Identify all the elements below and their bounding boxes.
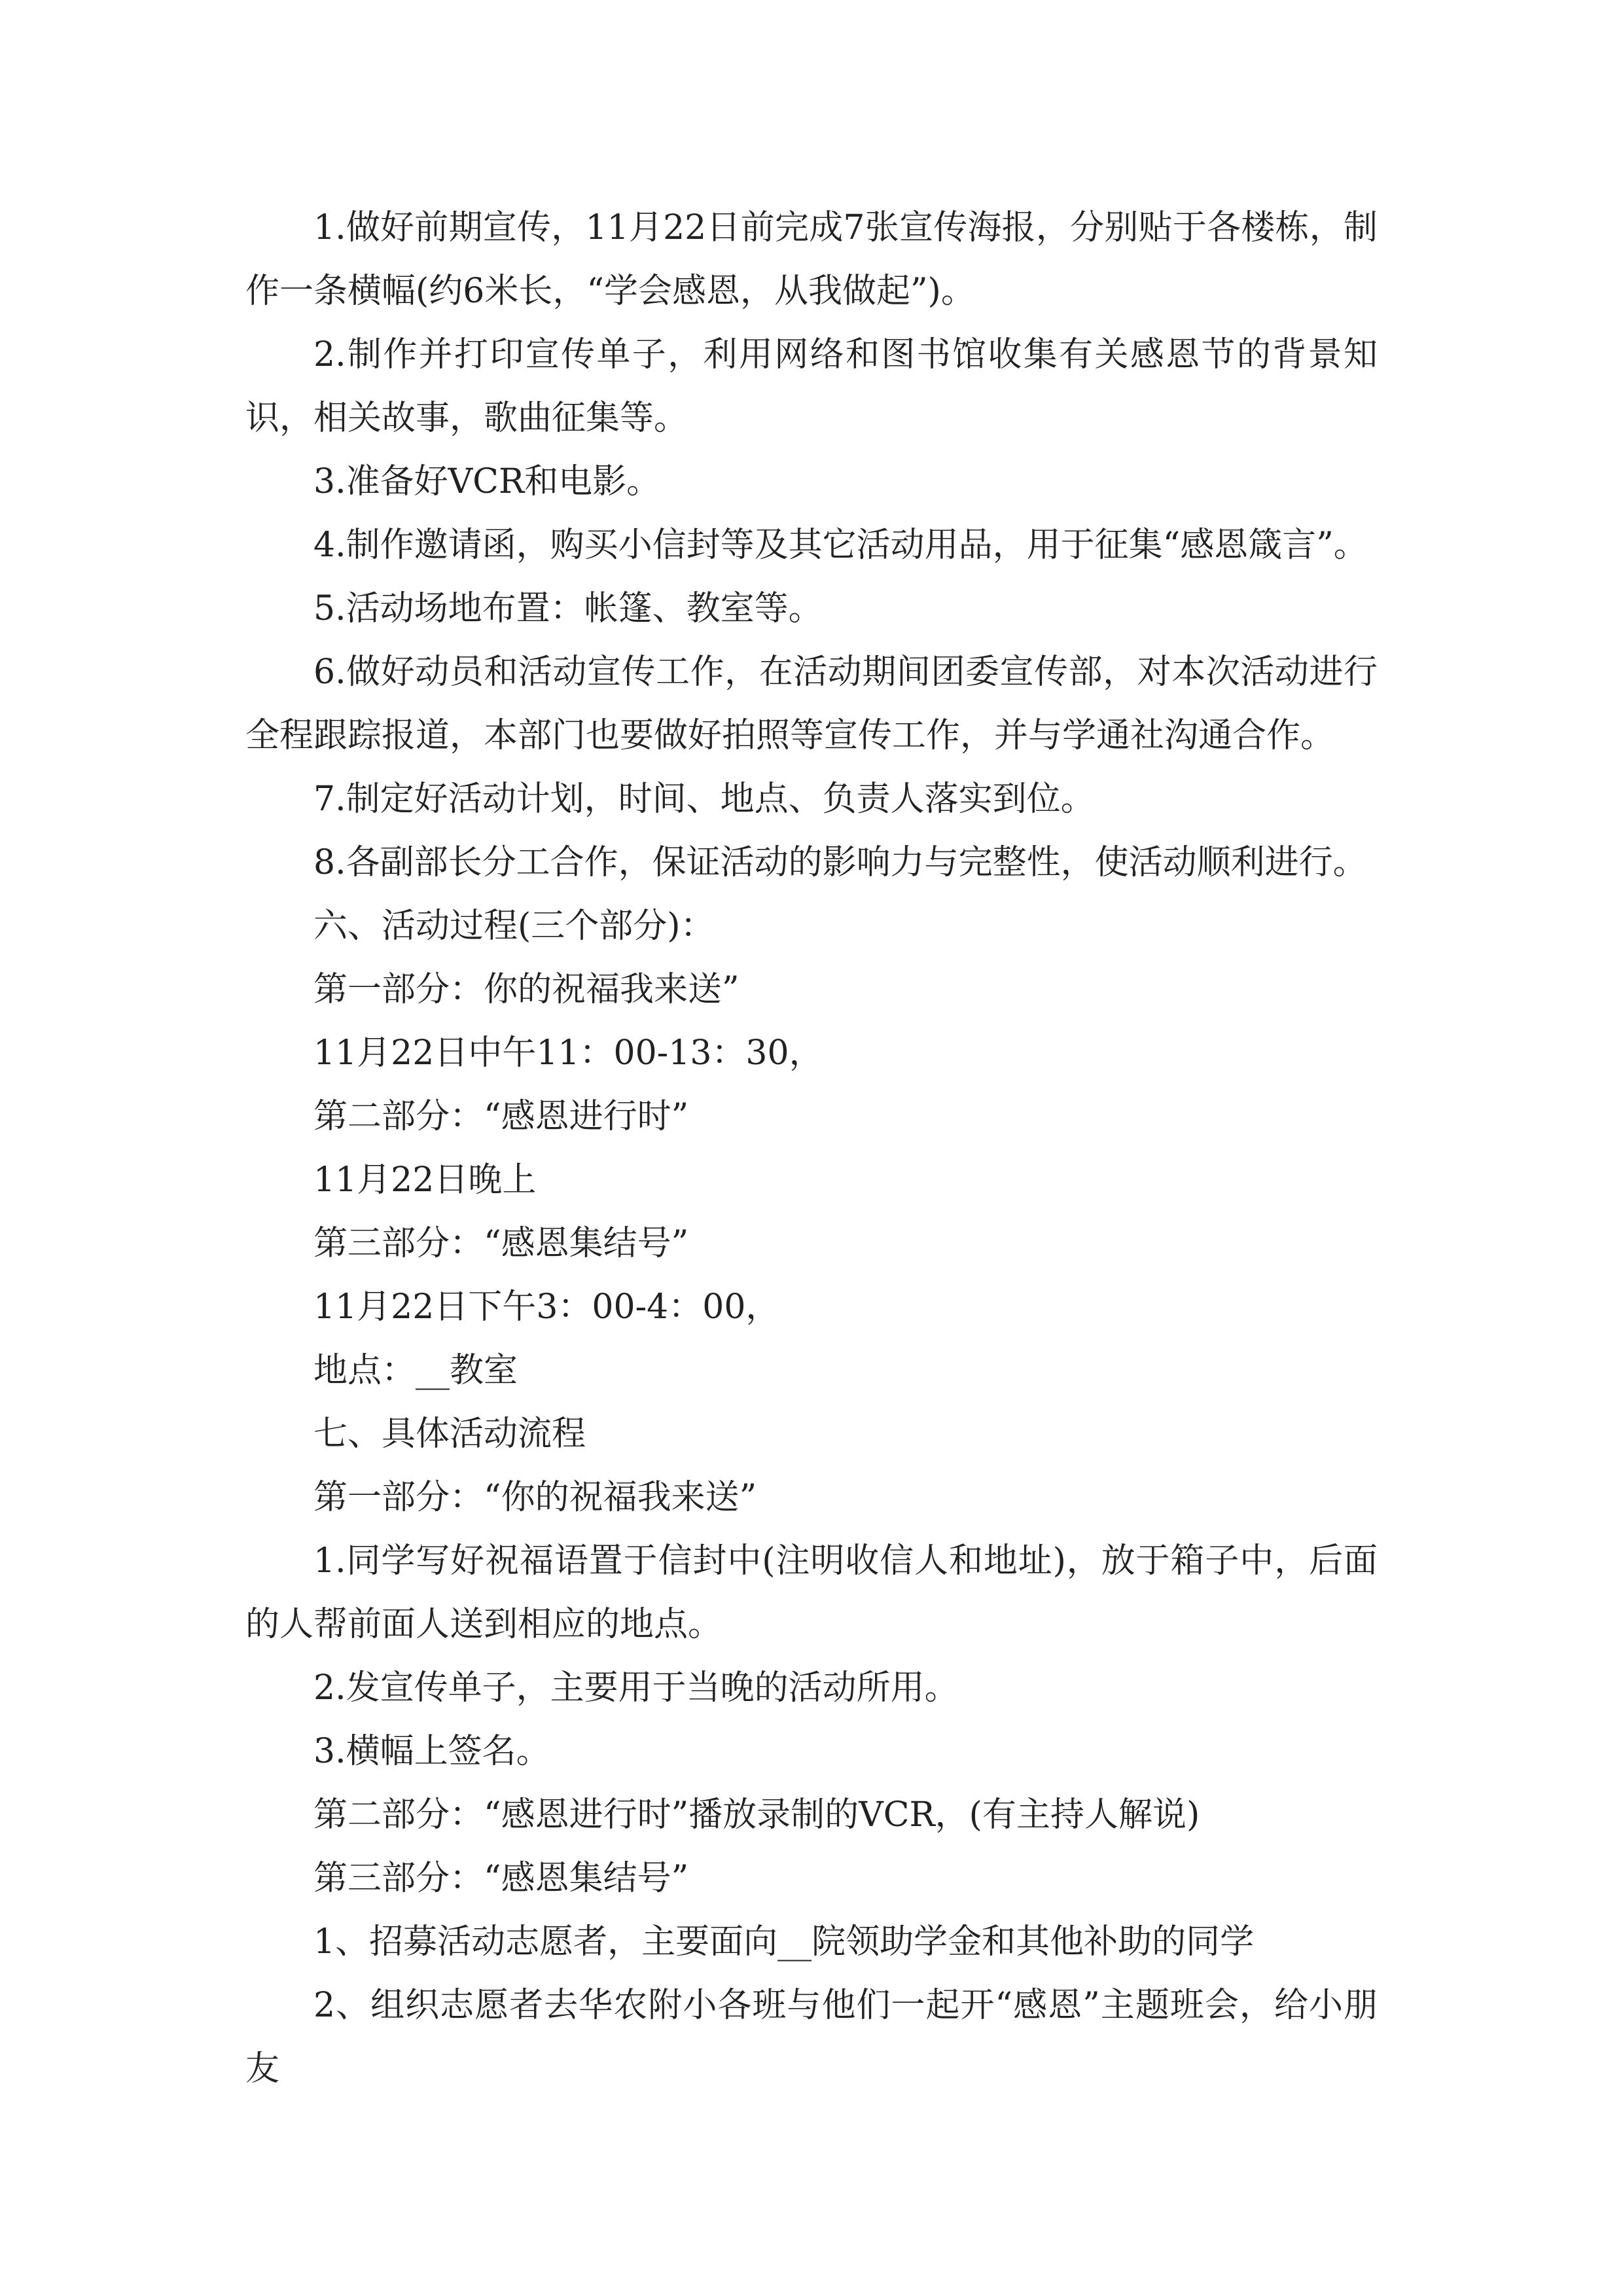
paragraph-prep-1: 1.做好前期宣传，11月22日前完成7张宣传海报，分别贴于各楼栋，制作一条横幅(约6米长，“学会感恩，从我做起”)。 — [245, 208, 1378, 311]
paragraph-prep-7: 7.制定好活动计划，时间、地点、负责人落实到位。 — [313, 780, 1095, 819]
document-body — [245, 196, 1378, 2101]
flow-part-three-title: 第三部分：“感恩集结号” — [313, 1859, 689, 1898]
flow-part-one-item-2: 2.发宣传单子，主要用于当晚的活动所用。 — [313, 1668, 959, 1708]
paragraph-prep-8: 8.各副部长分工合作，保证活动的影响力与完整性，使活动顺利进行。 — [313, 843, 1367, 882]
paragraph-prep-3: 3.准备好VCR和电影。 — [313, 462, 661, 501]
part-one-title: 第一部分：你的祝福我来送” — [313, 970, 740, 1009]
section-heading-flow: 七、具体活动流程 — [313, 1414, 586, 1454]
part-two-title: 第二部分：“感恩进行时” — [313, 1097, 689, 1136]
flow-part-one-item-1: 1.同学写好祝福语置于信封中(注明收信人和地址)，放于箱子中，后面的人帮前面人送到相应的地点。 — [245, 1541, 1378, 1644]
flow-part-three-item-2: 2、组织志愿者去华农附小各班与他们一起开“感恩”主题班会，给小朋友 — [245, 1986, 1378, 2089]
part-two-time: 11月22日晚上 — [313, 1160, 537, 1200]
location-line: 地点：__教室 — [313, 1351, 518, 1390]
flow-part-one-title: 第一部分：“你的祝福我来送” — [313, 1478, 757, 1517]
flow-part-one-item-3: 3.横幅上签名。 — [313, 1732, 550, 1771]
part-one-time: 11月22日中午11：00-13：30， — [313, 1033, 823, 1073]
paragraph-prep-5: 5.活动场地布置：帐篷、教室等。 — [313, 589, 823, 628]
paragraph-prep-6: 6.做好动员和活动宣传工作，在活动期间团委宣传部，对本次活动进行全程跟踪报道，本部门也要做好拍照等宣传工作，并与学通社沟通合作。 — [245, 653, 1378, 755]
paragraph-prep-2: 2.制作并打印宣传单子，利用网络和图书馆收集有关感恩节的背景知识，相关故事，歌曲征集等。 — [245, 335, 1378, 438]
flow-part-three-item-1: 1、招募活动志愿者，主要面向__院领助学金和其他补助的同学 — [313, 1922, 1255, 1962]
part-three-title: 第三部分：“感恩集结号” — [313, 1224, 689, 1263]
section-heading-process: 六、活动过程(三个部分)： — [313, 906, 715, 946]
part-three-time: 11月22日下午3：00-4：00， — [313, 1287, 780, 1327]
flow-part-two: 第二部分：“感恩进行时”播放录制的VCR，(有主持人解说) — [313, 1795, 1200, 1835]
paragraph-prep-4: 4.制作邀请函，购买小信封等及其它活动用品，用于征集“感恩箴言”。 — [313, 526, 1368, 565]
